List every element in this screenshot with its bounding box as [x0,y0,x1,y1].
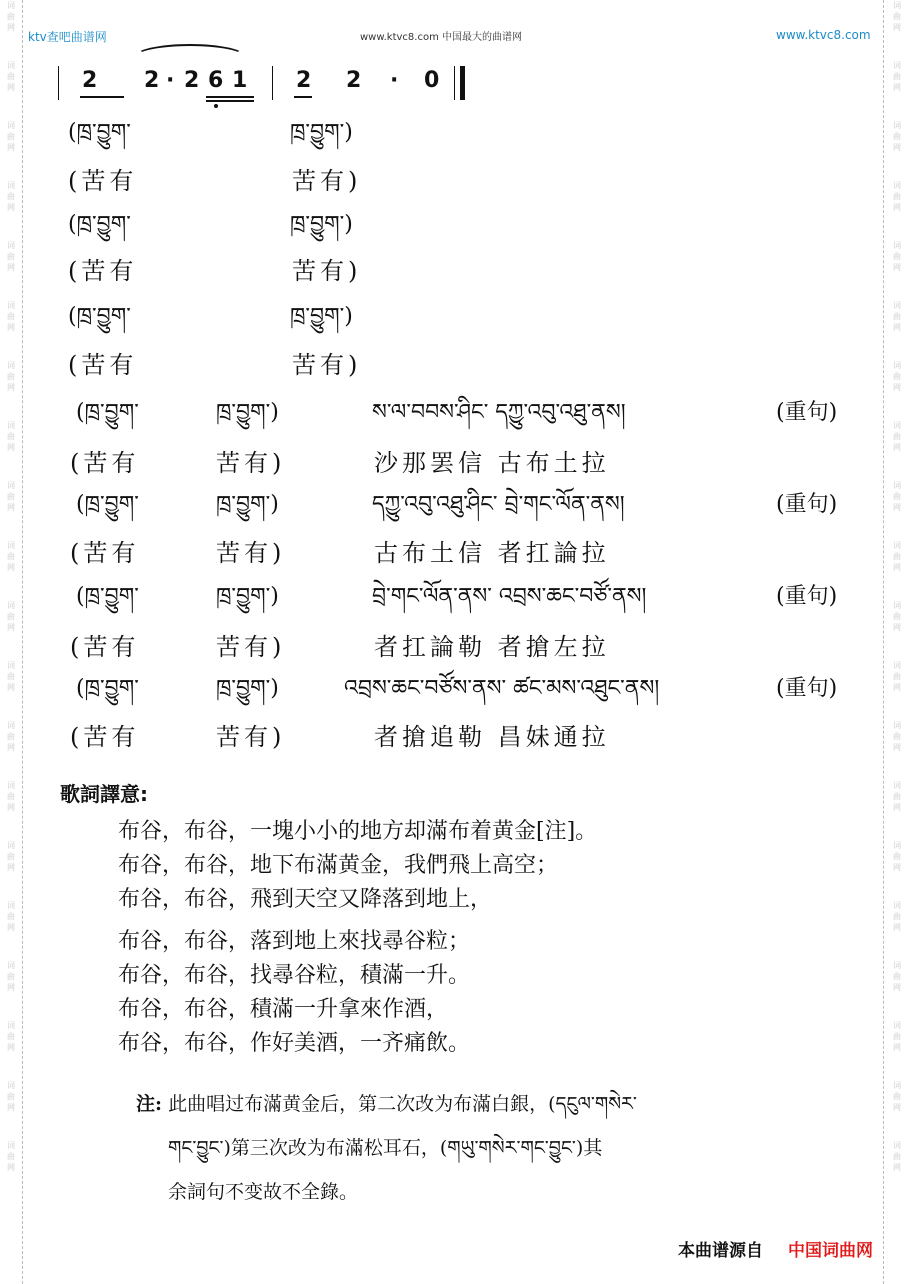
underline-beam [206,96,254,98]
underline-beam [206,100,254,102]
barline [58,66,59,100]
watermark-group: 词 曲 网 [7,181,15,212]
chinese-text: 苦有) [292,167,362,195]
watermark-group: 词 曲 网 [893,61,901,92]
note: 2 [144,68,160,93]
watermark-group: 词 曲 网 [7,1021,15,1052]
chinese-text: (苦有 [70,449,140,477]
note: 6 [208,68,224,93]
tibetan-lyric: འབྲས་ཆང་བཙོས་ནས་ ཚང་མས་འཐུང་ནས། [344,676,660,701]
watermark-group: 词 曲 网 [7,721,15,752]
site-link-left[interactable]: ktv查吧曲谱网 [28,30,107,44]
note: · [166,68,175,93]
tibetan-text: ཁྲ་བྱུག་) [216,400,279,425]
repeat-mark: (重句) [776,492,838,517]
watermark-group: 词 曲 网 [7,241,15,272]
repeat-mark: (重句) [776,584,838,609]
tibetan-text: ཁྲ་བྱུག་) [216,676,279,701]
tibetan-text: (ཁྲ་བྱུག་ [68,212,131,237]
watermark-group: 词 曲 网 [893,841,901,872]
footnote-line [136,1082,836,1126]
watermark-group: 词 曲 网 [7,1,15,32]
translation-line: 布谷，布谷，一塊小小的地方却滿布着黄金[注]。 [118,819,598,844]
site-caption-center: www.ktvc8.com 中国最大的曲谱网 [360,32,523,43]
note: 2 [82,68,98,93]
underline-beam [80,96,124,98]
watermark-group: 词 曲 网 [893,121,901,152]
chinese-text: 苦有) [216,449,286,477]
watermark-group: 词 曲 网 [7,421,15,452]
chinese-text: (苦有 [70,723,140,751]
watermark-group: 词 曲 网 [893,181,901,212]
watermark-group: 词 曲 网 [893,421,901,452]
watermark-group: 词 曲 网 [893,1,901,32]
slur-mark [134,44,246,70]
left-watermark-column [2,0,20,1200]
translation-title: 歌詞譯意: [60,782,148,806]
tibetan-text: (ཁྲ་བྱུག་ [76,492,139,517]
footnote-line: 余詞句不变故不全錄。 [168,1181,359,1203]
watermark-group: 词 曲 网 [7,961,15,992]
numbered-notation [58,58,478,106]
chinese-lyric: 者扛論勒 者搶左拉 [374,633,610,661]
watermark-group: 词 曲 网 [893,721,901,752]
watermark-group: 词 曲 网 [893,601,901,632]
tibetan-text: ཁྲ་བྱུག་) [216,584,279,609]
chinese-text: 苦有) [216,539,286,567]
tibetan-text: ཁྲ་བྱུག་) [290,212,353,237]
source-caption: 本曲谱源自 [678,1241,763,1261]
watermark-group: 词 曲 网 [893,1141,901,1172]
note: 0 [424,68,440,93]
footnote [136,1082,836,1214]
repeat-mark: (重句) [776,676,838,701]
tibetan-text: (ཁྲ་བྱུག་ [68,120,131,145]
footnote-text: 此曲唱过布滿黄金后，第二次改为布滿白銀，(དངུལ་གསེར་ [168,1093,637,1115]
note: 1 [232,68,248,93]
translation-line: 布谷，布谷，作好美酒，一齐痛飲。 [118,1031,471,1056]
chinese-text: 苦有) [216,633,286,661]
tibetan-text: (ཁྲ་བྱུག་ [76,676,139,701]
chinese-text: (苦有 [68,257,138,285]
watermark-group: 词 曲 网 [893,481,901,512]
watermark-group: 词 曲 网 [7,841,15,872]
translation-line: 布谷，布谷，找尋谷粒，積滿一升。 [118,963,471,988]
tibetan-lyric: ས་ལ་བབས་ཤིང་ དཀྱུ་འབུ་འཐུ་ནས། [372,400,626,425]
source-site-link[interactable]: 中国词曲网 [788,1241,873,1261]
watermark-group: 词 曲 网 [7,661,15,692]
watermark-group: 词 曲 网 [893,961,901,992]
tibetan-text: (ཁྲ་བྱུག་ [68,304,131,329]
translation-line: 布谷，布谷，落到地上來找尋谷粒； [118,929,471,954]
tibetan-text: ཁྲ་བྱུག་) [290,120,353,145]
repeat-mark: (重句) [776,400,838,425]
watermark-group: 词 曲 网 [7,61,15,92]
chinese-lyric: 沙那罢信 古布土拉 [374,449,610,477]
watermark-group: 词 曲 网 [7,781,15,812]
chinese-text: 苦有) [292,351,362,379]
tibetan-text: ཁྲ་བྱུག་) [290,304,353,329]
watermark-group: 词 曲 网 [893,1021,901,1052]
watermark-group: 词 曲 网 [893,241,901,272]
octave-dot [214,104,218,108]
watermark-group: 词 曲 网 [893,541,901,572]
translation-line: 布谷，布谷，積滿一升拿來作酒， [118,997,449,1022]
chinese-text: 苦有) [216,723,286,751]
chinese-lyric: 古布土信 者扛論拉 [374,539,610,567]
translation-line: 布谷，布谷，地下布滿黄金，我們飛上高空； [118,853,559,878]
watermark-group: 词 曲 网 [7,541,15,572]
tibetan-text: (ཁྲ་བྱུག་ [76,584,139,609]
underline-beam [294,96,312,98]
tibetan-text: ཁྲ་བྱུག་) [216,492,279,517]
tibetan-lyric: བྲེ་གང་ལོན་ནས་ འབྲས་ཆང་བཙོ་ནས། [372,584,647,609]
watermark-group: 词 曲 网 [893,781,901,812]
watermark-group: 词 曲 网 [7,301,15,332]
watermark-group: 词 曲 网 [7,601,15,632]
barline [272,66,273,100]
chinese-text: (苦有 [68,351,138,379]
watermark-group: 词 曲 网 [893,301,901,332]
chinese-text: 苦有) [292,257,362,285]
watermark-group: 词 曲 网 [7,361,15,392]
translation-line: 布谷，布谷，飛到天空又降落到地上， [118,887,493,912]
right-dashed-border [883,0,884,1284]
chinese-text: (苦有 [70,539,140,567]
watermark-group: 词 曲 网 [7,481,15,512]
chinese-text: (苦有 [68,167,138,195]
site-link-right[interactable]: www.ktvc8.com [776,28,871,42]
note: · [390,68,399,93]
barline [454,66,455,100]
note: 2 [184,68,200,93]
watermark-group: 词 曲 网 [893,1081,901,1112]
footnote-line: གང་བྱུང་)第三次改为布滿松耳石，(གཡུ་གསེར་གང་བྱུང་)其 [168,1137,603,1159]
watermark-group: 词 曲 网 [893,361,901,392]
note: 2 [296,68,312,93]
left-dashed-border [22,0,23,1284]
chinese-text: (苦有 [70,633,140,661]
watermark-group: 词 曲 网 [893,661,901,692]
tibetan-lyric: དཀྱུ་འབུ་འཐུ་ཤིང་ བྲེ་གང་ལོན་ནས། [372,492,625,517]
final-barline [460,66,465,100]
chinese-lyric: 者搶追勒 昌妹通拉 [374,723,610,751]
watermark-group: 词 曲 网 [7,1081,15,1112]
tibetan-text: (ཁྲ་བྱུག་ [76,400,139,425]
footnote-label: 注: [136,1093,163,1115]
watermark-group: 词 曲 网 [7,901,15,932]
watermark-group: 词 曲 网 [7,121,15,152]
note: 2 [346,68,362,93]
right-watermark-column [888,0,906,1200]
watermark-group: 词 曲 网 [893,901,901,932]
watermark-group: 词 曲 网 [7,1141,15,1172]
